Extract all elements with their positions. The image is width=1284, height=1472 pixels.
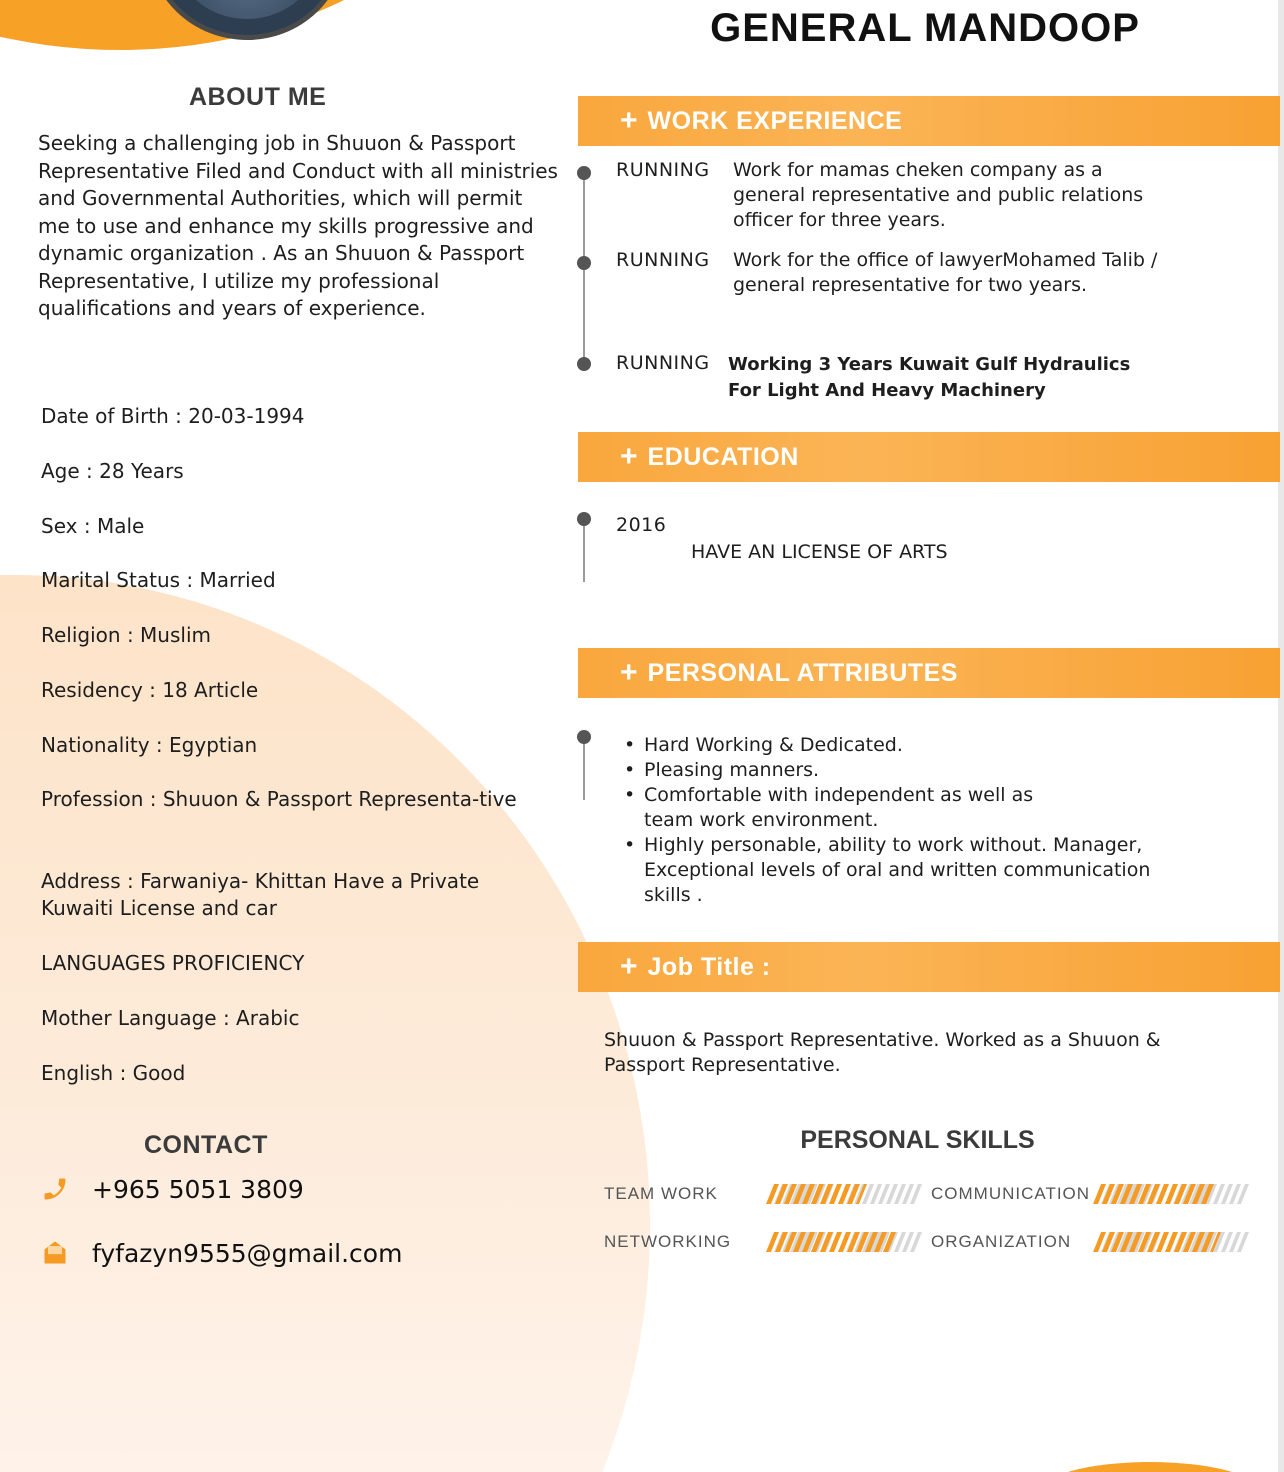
info-marital-status: Marital Status : Married bbox=[41, 568, 276, 592]
info-religion: Religion : Muslim bbox=[41, 623, 211, 647]
info-nationality: Nationality : Egyptian bbox=[41, 733, 258, 757]
skill-fill bbox=[766, 1232, 897, 1252]
contact-phone-row bbox=[40, 1174, 304, 1204]
job-title-heading: Job Title : bbox=[647, 952, 771, 981]
skill-label-networking: NETWORKING bbox=[604, 1232, 732, 1251]
work-entry-1-tag: RUNNING bbox=[616, 159, 710, 181]
skill-label-communication: COMMUNICATION bbox=[931, 1184, 1091, 1203]
info-residency: Residency : 18 Article bbox=[41, 678, 259, 702]
page-edge bbox=[1278, 0, 1284, 1472]
info-mother-language: Mother Language : Arabic bbox=[41, 1006, 300, 1030]
skill-fill bbox=[1093, 1232, 1221, 1252]
phone-icon bbox=[40, 1174, 70, 1204]
candidate-name: GENERAL MANDOOP bbox=[710, 6, 1140, 50]
education-timeline bbox=[583, 518, 585, 582]
work-experience-bar bbox=[578, 96, 1280, 146]
bottom-arc-decoration bbox=[1040, 1462, 1260, 1472]
work-entry-2-text: Work for the office of lawyerMohamed Talib / general representative for two years. bbox=[733, 249, 1158, 296]
work-entry-3-tag: RUNNING bbox=[616, 352, 710, 374]
profile-photo-image bbox=[171, 0, 323, 19]
info-age: Age : 28 Years bbox=[41, 459, 184, 483]
job-title-bar bbox=[578, 942, 1280, 992]
plus-icon: + bbox=[620, 104, 638, 137]
job-title-text: Shuuon & Passport Representative. Worked as a Shuuon & Passport Representative. bbox=[604, 1029, 1161, 1076]
education-degree: HAVE AN LICENSE OF ARTS bbox=[691, 541, 948, 563]
skill-fill bbox=[1093, 1184, 1214, 1204]
attribute-item: • Pleasing manners. bbox=[624, 758, 1184, 783]
personal-attributes-bar bbox=[578, 648, 1280, 698]
education-year: 2016 bbox=[616, 514, 667, 536]
contact-email-row bbox=[40, 1238, 402, 1268]
attribute-item: • Comfortable with independent as well as team work environment. bbox=[624, 783, 1044, 833]
skill-label-organization: ORGANIZATION bbox=[931, 1232, 1072, 1251]
skill-fill bbox=[766, 1184, 867, 1204]
info-profession: Profession : Shuuon & Passport Representa-tive bbox=[41, 787, 517, 811]
info-sex: Sex : Male bbox=[41, 514, 145, 538]
about-text: Seeking a challenging job in Shuuon & Passport Representative Filed and Conduct with all ministries and Governmental Authorities, which will permit me to use and enhance my skills progressive and dynamic organization . As an Shuuon & Passport Representative, I utilize my professional qualifications and years of experience. bbox=[38, 131, 558, 320]
personal-skills-title: PERSONAL SKILLS bbox=[800, 1126, 1035, 1154]
skill-bar-team-work bbox=[766, 1184, 924, 1204]
timeline-dot bbox=[577, 730, 591, 744]
work-entry-3-text: Working 3 Years Kuwait Gulf Hydraulics For Light And Heavy Machinery bbox=[728, 354, 1131, 401]
skill-bar-organization bbox=[1093, 1232, 1251, 1252]
info-address: Address : Farwaniya- Khittan Have a Private Kuwaiti License and car bbox=[41, 869, 480, 920]
info-english: English : Good bbox=[41, 1061, 186, 1085]
work-experience-title: WORK EXPERIENCE bbox=[647, 106, 903, 135]
attributes-timeline bbox=[583, 736, 585, 800]
envelope-icon bbox=[40, 1238, 70, 1268]
contact-title: CONTACT bbox=[144, 1131, 268, 1159]
plus-icon: + bbox=[620, 656, 638, 689]
plus-icon: + bbox=[620, 440, 638, 473]
work-entry-1-text: Work for mamas cheken company as a general representative and public relations officer for three years. bbox=[733, 159, 1144, 231]
info-dob: Date of Birth : 20-03-1994 bbox=[41, 404, 305, 428]
work-entry-2-tag: RUNNING bbox=[616, 249, 710, 271]
timeline-dot bbox=[577, 512, 591, 526]
timeline-dot bbox=[577, 256, 591, 270]
timeline-dot bbox=[577, 357, 591, 371]
contact-phone[interactable]: +965 5051 3809 bbox=[92, 1174, 304, 1204]
skill-bar-networking bbox=[766, 1232, 924, 1252]
personal-attributes-title: PERSONAL ATTRIBUTES bbox=[647, 658, 958, 687]
education-title: EDUCATION bbox=[647, 442, 799, 471]
attribute-item: • Highly personable, ability to work without. Manager, Exceptional levels of oral and written communication skills . bbox=[624, 833, 1164, 908]
skill-label-team-work: TEAM WORK bbox=[604, 1184, 718, 1203]
about-title: ABOUT ME bbox=[189, 83, 327, 111]
skill-bar-communication bbox=[1093, 1184, 1251, 1204]
plus-icon: + bbox=[620, 950, 638, 983]
attribute-item: • Hard Working & Dedicated. bbox=[624, 733, 1184, 758]
education-bar bbox=[578, 432, 1280, 482]
contact-email[interactable]: fyfazyn9555@gmail.com bbox=[92, 1238, 403, 1268]
timeline-dot bbox=[577, 166, 591, 180]
attributes-list bbox=[624, 733, 1184, 908]
languages-heading: LANGUAGES PROFICIENCY bbox=[41, 951, 305, 975]
